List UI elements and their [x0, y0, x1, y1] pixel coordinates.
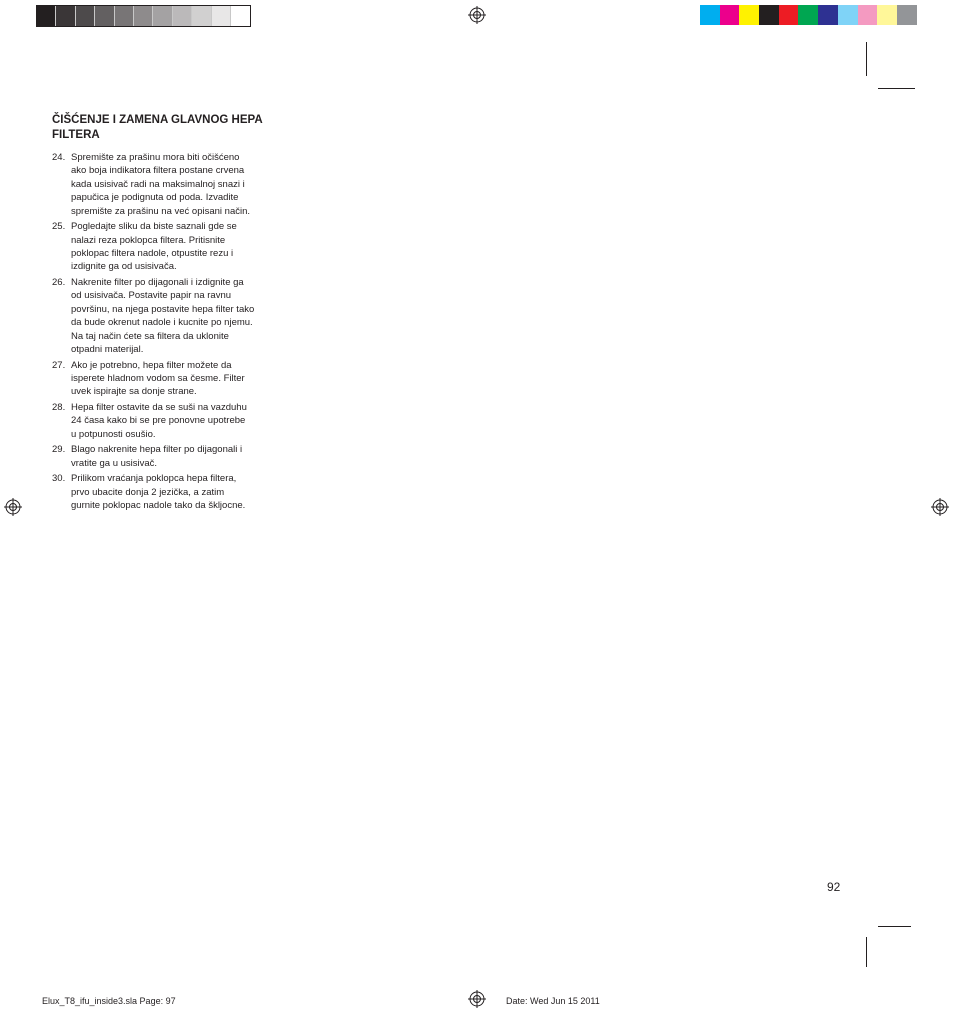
color-calibration-bar — [700, 5, 917, 25]
step-text-line: ako boja indikatora filtera postane crvena — [71, 165, 245, 177]
step-text-line: kada usisivač radi na maksimalnoj snazi i — [71, 178, 245, 190]
gray-swatch — [134, 6, 153, 26]
step-text-line: spremište za prašinu na već opisani način. — [71, 205, 251, 217]
registration-mark-icon — [468, 990, 486, 1008]
step-number: 25. — [52, 221, 66, 233]
step-text-line: Spremište za prašinu mora biti očišćeno — [71, 152, 240, 163]
instruction-step — [52, 401, 304, 441]
gray-swatch — [95, 6, 114, 26]
step-text-line: Blago nakrenite hepa filter po dijagonali i — [71, 444, 243, 456]
gray-swatch — [115, 6, 134, 26]
step-text-line: nalazi reza poklopca filtera. Pritisnite — [71, 234, 226, 246]
step-text-line: poklopac filtera nadole, otpustite rezu i — [71, 248, 234, 260]
step-text-line: površinu, na njega postavite hepa filter tako — [71, 303, 255, 315]
color-swatch — [897, 5, 917, 25]
gray-swatch — [212, 6, 231, 26]
registration-mark-icon — [931, 498, 949, 516]
step-text-line: Ako je potrebno, hepa filter možete da — [71, 359, 232, 371]
color-swatch — [739, 5, 759, 25]
registration-mark-icon — [4, 498, 22, 516]
color-swatch — [877, 5, 897, 25]
step-text-line: Na taj način ćete sa filtera da uklonite — [71, 330, 229, 342]
step-text-line: Nakrenite filter po dijagonali i izdignite ga — [71, 277, 244, 289]
step-text-line: 24 časa kako bi se pre ponovne upotrebe — [71, 415, 246, 427]
step-text-line: Prilikom vraćanja poklopca hepa filtera, — [71, 473, 237, 485]
instruction-step — [52, 359, 304, 399]
instruction-step — [52, 151, 304, 218]
gray-swatch — [56, 6, 75, 26]
color-swatch — [838, 5, 858, 25]
step-text-line: papučica je podignuta od poda. Izvadite — [71, 192, 239, 204]
heading-line: ČIŠĆENJE I ZAMENA GLAVNOG HEPA — [52, 114, 263, 126]
step-number: 24. — [52, 152, 66, 163]
gray-swatch — [37, 6, 56, 26]
step-text-line: otpadni materijal. — [71, 344, 144, 356]
crop-mark-vertical — [866, 937, 867, 967]
footer-file-info: Elux_T8_ifu_inside3.sla Page: 97 — [42, 996, 176, 1006]
crop-mark-horizontal — [878, 88, 915, 89]
step-text-line: isperete hladnom vodom sa česme. Filter — [71, 373, 245, 385]
instruction-step — [52, 276, 304, 356]
grayscale-calibration-bar — [36, 5, 251, 27]
gray-swatch — [231, 6, 250, 26]
crop-mark-vertical — [866, 42, 867, 76]
color-swatch — [858, 5, 878, 25]
color-swatch — [818, 5, 838, 25]
step-text-line: prvo ubacite donja 2 jezička, a zatim — [71, 486, 225, 498]
instruction-step — [52, 220, 304, 274]
color-swatch — [798, 5, 818, 25]
instruction-step — [52, 443, 304, 470]
step-number: 29. — [52, 444, 66, 456]
gray-swatch — [76, 6, 95, 26]
step-text-line: Pogledajte sliku da biste saznali gde se — [71, 221, 237, 233]
page-number: 92 — [827, 880, 841, 894]
instruction-step — [52, 472, 304, 512]
step-text-line: da bude okrenut nadole i kucnite po njemu. — [71, 317, 253, 329]
heading-line: FILTERA — [52, 129, 100, 141]
step-text-line: izdignite ga od usisivača. — [71, 261, 177, 273]
step-text-line: uvek ispirajte sa donje strane. — [71, 386, 197, 398]
step-text-line: Hepa filter ostavite da se suši na vazduhu — [71, 402, 247, 414]
step-number: 28. — [52, 402, 66, 414]
instruction-list — [52, 151, 304, 515]
step-text-line: od usisivača. Postavite papir na ravnu — [71, 290, 232, 302]
step-number: 30. — [52, 473, 66, 485]
footer-date: Date: Wed Jun 15 2011 — [506, 996, 600, 1006]
registration-mark-icon — [468, 6, 486, 24]
step-text-line: u potpunosti osušio. — [71, 428, 156, 440]
color-swatch — [779, 5, 799, 25]
step-number: 26. — [52, 277, 66, 289]
section-heading — [52, 113, 302, 143]
color-swatch — [759, 5, 779, 25]
gray-swatch — [173, 6, 192, 26]
step-text-line: gurnite poklopac nadole tako da škljocne. — [71, 500, 246, 512]
step-text-line: vratite ga u usisivač. — [71, 457, 158, 469]
step-number: 27. — [52, 359, 66, 371]
gray-swatch — [153, 6, 172, 26]
gray-swatch — [192, 6, 211, 26]
crop-mark-horizontal — [878, 926, 911, 927]
color-swatch — [700, 5, 720, 25]
color-swatch — [720, 5, 740, 25]
